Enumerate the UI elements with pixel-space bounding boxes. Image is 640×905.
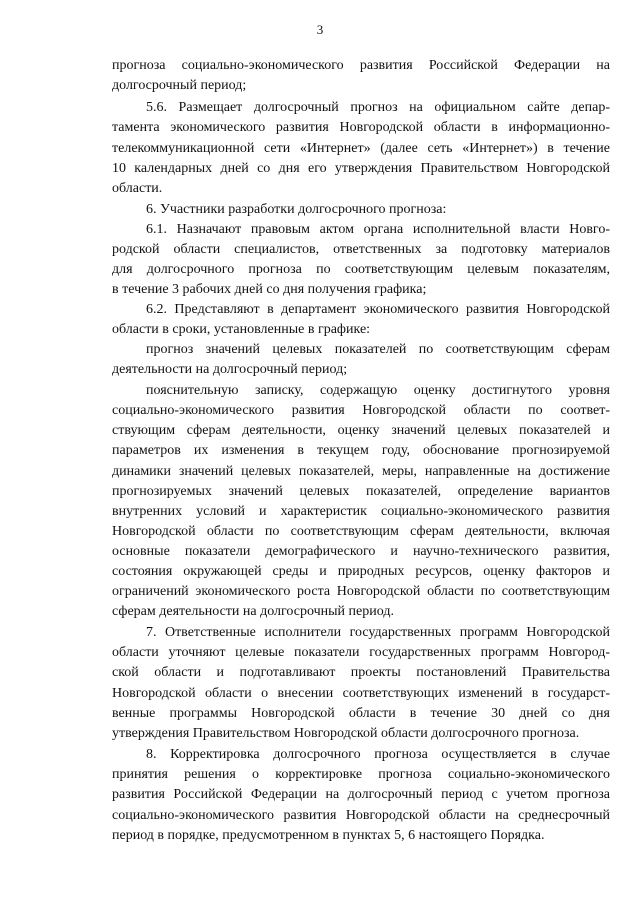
text-line: 5.6. Размещает долгосрочный прогноз на официальном сайте депар- bbox=[146, 100, 610, 115]
text-line: 6.1. Назначают правовым актом органа исполнительной власти Новго- bbox=[146, 222, 610, 237]
text-line: тамента экономического развития Новгородской области в информационно- bbox=[112, 120, 610, 135]
text-line: социально-экономического развития Новгородской области по соответ- bbox=[112, 403, 610, 418]
page-number: 3 bbox=[316, 22, 324, 37]
text-line: принятия решения о корректировке прогноза социально-экономического bbox=[112, 767, 610, 782]
text-line: динамики значений целевых показателей, меры, направленные на достижение bbox=[112, 464, 610, 479]
text-line: деятельности на долгосрочный период; bbox=[112, 362, 348, 377]
text-line: Новгородской области о внесении соответствующих изменений в государст- bbox=[112, 686, 610, 701]
text-line: в течение 3 рабочих дней со дня получения графика; bbox=[112, 282, 427, 297]
text-line: прогнозируемых значений целевых показателей, определение вариантов bbox=[112, 484, 610, 499]
text-line: развития Российской Федерации на долгосрочный период с учетом прогноза bbox=[112, 787, 610, 802]
text-line: период в порядке, предусмотренном в пунктах 5, 6 настоящего Порядка. bbox=[112, 828, 545, 843]
text-line: телекоммуникационной сети «Интернет» (далее сеть «Интернет») в течение bbox=[112, 141, 610, 156]
text-line: родской области специалистов, ответственных за подготовку материалов bbox=[112, 242, 610, 257]
text-line: утверждения Правительством Новгородской области долгосрочного прогноза. bbox=[112, 726, 580, 741]
text-line: области в сроки, установленные в графике: bbox=[112, 322, 371, 337]
text-line: 6. Участники разработки долгосрочного прогноза: bbox=[146, 202, 447, 217]
text-line: для долгосрочного прогноза по соответствующим целевым показателям, bbox=[112, 262, 610, 277]
text-line: параметров их изменения в текущем году, обоснование прогнозируемой bbox=[112, 443, 610, 458]
text-line: прогноз значений целевых показателей по соответствующим сферам bbox=[146, 342, 610, 357]
text-line: долгосрочный период; bbox=[112, 78, 247, 93]
text-line: социально-экономического развития Новгородской области на среднесрочный bbox=[112, 808, 610, 823]
text-line: венные программы Новгородской области в течение 30 дней со дня bbox=[112, 706, 610, 721]
text-line: сферам деятельности на долгосрочный период. bbox=[112, 604, 394, 619]
text-line: 8. Корректировка долгосрочного прогноза осуществляется в случае bbox=[146, 747, 610, 762]
text-line: ствующим сферам деятельности, оценку значений целевых показателей и bbox=[112, 423, 610, 438]
text-line: 7. Ответственные исполнители государственных программ Новгородской bbox=[146, 625, 610, 640]
text-line: состояния окружающей среды и природных ресурсов, оценку факторов и bbox=[112, 564, 610, 579]
text-line: области уточняют целевые показатели государственных программ Новгород- bbox=[112, 645, 610, 660]
text-line: 10 календарных дней со дня его утверждения Правительством Новгородской bbox=[112, 161, 610, 176]
text-line: внутренних условий и характеристик социально-экономического развития bbox=[112, 504, 610, 519]
text-line: пояснительную записку, содержащую оценку достигнутого уровня bbox=[146, 383, 610, 398]
text-line: 6.2. Представляют в департамент экономического развития Новгородской bbox=[146, 302, 610, 317]
text-line: ской области и подготавливают проекты постановлений Правительства bbox=[112, 665, 610, 680]
text-line: основные показатели демографического и научно-технического развития, bbox=[112, 544, 610, 559]
text-line: Новгородской области по соответствующим сферам деятельности, включая bbox=[112, 524, 610, 539]
text-line: области. bbox=[112, 181, 163, 196]
text-line: ограничений экономического роста Новгородской области по соответствующим bbox=[112, 584, 610, 599]
text-line: прогноза социально-экономического развития Российской Федерации на bbox=[112, 58, 610, 73]
